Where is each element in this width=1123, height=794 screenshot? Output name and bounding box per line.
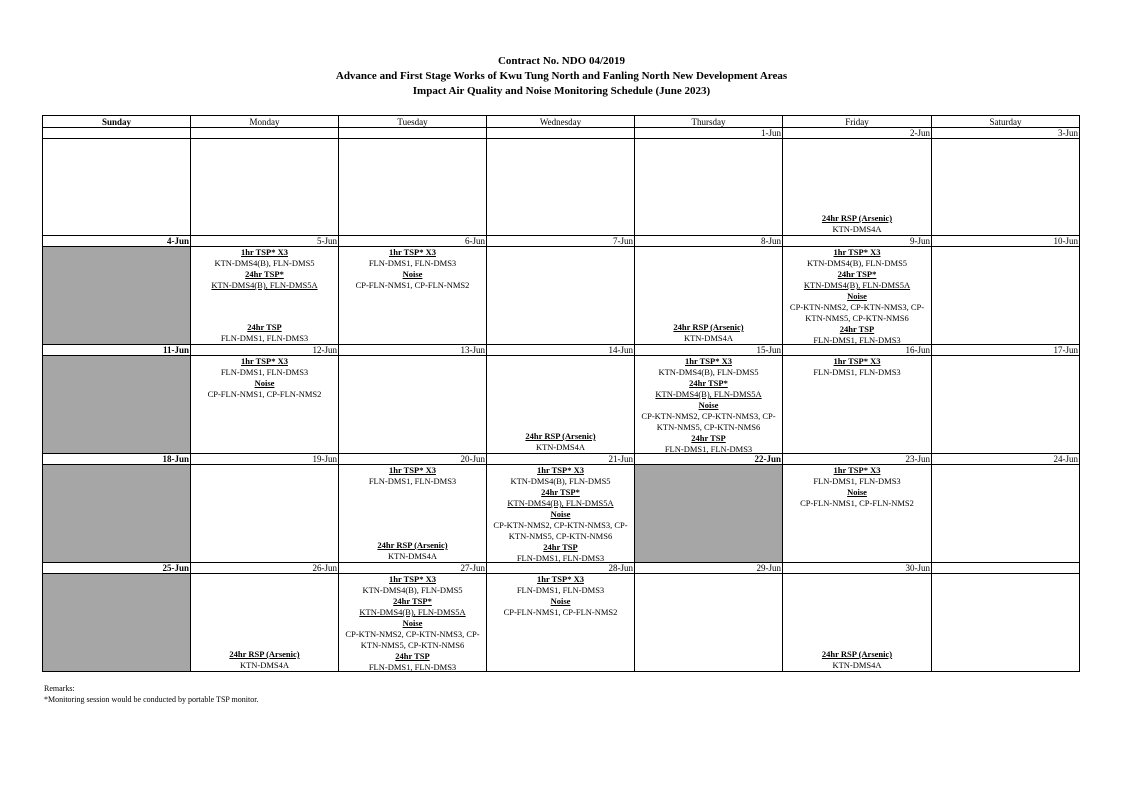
monitoring-entries-bottom — [635, 322, 782, 344]
station-list: KTN-NMS5, CP-KTN-NMS6 — [656, 422, 761, 432]
date-cell — [43, 128, 191, 139]
station-list: KTN-DMS4(B), FLN-DMS5 — [510, 476, 611, 486]
date-cell: 27-Jun — [339, 563, 487, 574]
date-cell — [487, 128, 635, 139]
schedule-title: Impact Air Quality and Noise Monitoring Schedule (June 2023) — [412, 85, 711, 97]
station-list: CP-KTN-NMS2, CP-KTN-NMS3, CP- — [345, 629, 480, 639]
parameter-heading: 1hr TSP* X3 — [833, 465, 881, 475]
date-cell: 6-Jun — [339, 236, 487, 247]
parameter-heading: 1hr TSP* X3 — [833, 356, 881, 366]
station-list: CP-FLN-NMS1, CP-FLN-NMS2 — [800, 498, 914, 508]
date-cell: 7-Jun — [487, 236, 635, 247]
parameter-heading: Noise — [254, 378, 275, 388]
day-cell — [339, 356, 487, 454]
remarks-label: Remarks: — [44, 684, 75, 693]
schedule-row — [43, 139, 1080, 236]
station-list: KTN-DMS4A — [832, 660, 882, 670]
date-cell: 23-Jun — [783, 454, 932, 465]
monitoring-entries-bottom — [783, 649, 931, 671]
station-list: KTN-DMS4A — [683, 333, 734, 343]
shaded-day-cell — [43, 574, 191, 672]
parameter-heading: 24hr TSP — [839, 324, 875, 334]
station-list: KTN-DMS4(B), FLN-DMS5 — [362, 585, 463, 595]
station-list: KTN-DMS4(B), FLN-DMS5A — [803, 280, 911, 290]
station-list: FLN-DMS1, FLN-DMS3 — [516, 585, 605, 595]
station-list: KTN-DMS4(B), FLN-DMS5 — [658, 367, 759, 377]
day-cell — [635, 247, 783, 345]
monitoring-entries — [783, 356, 931, 378]
date-cell: 30-Jun — [783, 563, 932, 574]
monitoring-entries-bottom — [783, 213, 931, 235]
date-cell: 17-Jun — [932, 345, 1080, 356]
parameter-heading: 24hr RSP (Arsenic) — [821, 649, 893, 659]
date-cell: 24-Jun — [932, 454, 1080, 465]
parameter-heading: 1hr TSP* X3 — [389, 574, 436, 584]
date-row — [43, 563, 1080, 574]
date-cell: 21-Jun — [487, 454, 635, 465]
date-cell — [191, 128, 339, 139]
day-cell — [635, 139, 783, 236]
remarks — [44, 683, 258, 705]
date-cell: 26-Jun — [191, 563, 339, 574]
parameter-heading: 24hr RSP (Arsenic) — [229, 649, 300, 659]
parameter-heading: Noise — [847, 291, 867, 301]
station-list: KTN-DMS4A — [387, 551, 438, 561]
station-list: FLN-DMS1, FLN-DMS3 — [368, 662, 457, 672]
shaded-day-cell — [43, 465, 191, 563]
parameter-heading: Noise — [402, 269, 423, 279]
day-cell — [932, 465, 1080, 563]
shaded-day-cell — [43, 247, 191, 345]
weekday-header: Monday — [191, 116, 339, 128]
monitoring-entries — [635, 356, 782, 455]
date-cell: 5-Jun — [191, 236, 339, 247]
parameter-heading: 1hr TSP* X3 — [537, 465, 584, 475]
parameter-heading: Noise — [847, 487, 867, 497]
station-list: FLN-DMS1, FLN-DMS3 — [813, 476, 901, 486]
parameter-heading: 1hr TSP* X3 — [241, 247, 288, 257]
date-cell: 14-Jun — [487, 345, 635, 356]
day-cell — [783, 247, 932, 345]
station-list: KTN-NMS5, CP-KTN-NMS6 — [805, 313, 909, 323]
station-list: FLN-DMS1, FLN-DMS3 — [220, 333, 309, 343]
date-cell: 3-Jun — [932, 128, 1080, 139]
calendar-body — [43, 128, 1080, 672]
date-cell: 22-Jun — [635, 454, 783, 465]
parameter-heading: 24hr TSP* — [837, 269, 877, 279]
station-list: CP-KTN-NMS2, CP-KTN-NMS3, CP- — [789, 302, 925, 312]
schedule-row — [43, 356, 1080, 454]
date-cell: 25-Jun — [43, 563, 191, 574]
monitoring-entries-bottom — [487, 431, 634, 453]
day-cell — [191, 139, 339, 236]
date-cell: 16-Jun — [783, 345, 932, 356]
day-cell — [339, 139, 487, 236]
parameter-heading: 1hr TSP* X3 — [241, 356, 288, 366]
parameter-heading: 24hr TSP* — [541, 487, 580, 497]
station-list: KTN-DMS4(B), FLN-DMS5A — [211, 280, 318, 290]
station-list: KTN-DMS4(B), FLN-DMS5 — [214, 258, 315, 268]
day-cell — [635, 574, 783, 672]
parameter-heading: 1hr TSP* X3 — [389, 247, 436, 257]
day-cell — [783, 356, 932, 454]
day-cell — [339, 247, 487, 345]
weekday-header: Saturday — [932, 116, 1080, 128]
monitoring-calendar — [42, 115, 1080, 672]
station-list: FLN-DMS1, FLN-DMS3 — [813, 367, 901, 377]
date-cell: 28-Jun — [487, 563, 635, 574]
station-list: CP-KTN-NMS2, CP-KTN-NMS3, CP- — [493, 520, 628, 530]
parameter-heading: 24hr TSP — [395, 651, 430, 661]
weekday-header-row — [43, 116, 1080, 128]
day-cell — [932, 247, 1080, 345]
date-cell: 4-Jun — [43, 236, 191, 247]
day-cell — [783, 574, 932, 672]
monitoring-entries-bottom — [191, 322, 338, 344]
monitoring-entries — [339, 465, 486, 487]
station-list: KTN-NMS5, CP-KTN-NMS6 — [360, 640, 465, 650]
station-list: FLN-DMS1, FLN-DMS3 — [516, 553, 605, 563]
day-cell — [339, 465, 487, 563]
date-cell: 19-Jun — [191, 454, 339, 465]
parameter-heading: 24hr TSP — [543, 542, 578, 552]
date-cell — [339, 128, 487, 139]
day-cell — [487, 139, 635, 236]
parameter-heading: Noise — [550, 596, 571, 606]
day-cell — [191, 465, 339, 563]
weekday-header: Sunday — [43, 116, 191, 128]
date-cell — [932, 563, 1080, 574]
parameter-heading: 24hr TSP — [247, 322, 282, 332]
day-cell — [191, 574, 339, 672]
station-list: CP-KTN-NMS2, CP-KTN-NMS3, CP- — [641, 411, 776, 421]
day-cell — [487, 574, 635, 672]
parameter-heading: 24hr RSP (Arsenic) — [821, 213, 893, 223]
station-list: FLN-DMS1, FLN-DMS3 — [813, 335, 901, 345]
station-list: KTN-DMS4(B), FLN-DMS5A — [359, 607, 466, 617]
station-list: FLN-DMS1, FLN-DMS3 — [368, 476, 457, 486]
project-title: Advance and First Stage Works of Kwu Tung North and Fanling North New Development Areas — [335, 70, 788, 82]
date-cell: 2-Jun — [783, 128, 932, 139]
monitoring-entries — [339, 574, 486, 673]
monitoring-entries-bottom — [339, 540, 486, 562]
parameter-heading: 24hr RSP (Arsenic) — [673, 322, 744, 332]
monitoring-entries-bottom — [191, 649, 338, 671]
parameter-heading: 24hr TSP — [691, 433, 726, 443]
contract-title: Contract No. NDO 04/2019 — [497, 55, 626, 67]
station-list: KTN-DMS4(B), FLN-DMS5A — [507, 498, 614, 508]
parameter-heading: 24hr TSP* — [245, 269, 284, 279]
parameter-heading: 24hr TSP* — [393, 596, 432, 606]
station-list: KTN-NMS5, CP-KTN-NMS6 — [508, 531, 613, 541]
parameter-heading: 1hr TSP* X3 — [833, 247, 881, 257]
parameter-heading: 24hr RSP (Arsenic) — [525, 431, 596, 441]
monitoring-entries — [339, 247, 486, 291]
day-cell — [487, 247, 635, 345]
station-list: CP-FLN-NMS1, CP-FLN-NMS2 — [503, 607, 618, 617]
monitoring-entries — [191, 356, 338, 400]
parameter-heading: 1hr TSP* X3 — [537, 574, 584, 584]
schedule-row — [43, 247, 1080, 345]
date-cell: 18-Jun — [43, 454, 191, 465]
shaded-day-cell — [43, 356, 191, 454]
station-list: CP-FLN-NMS1, CP-FLN-NMS2 — [207, 389, 322, 399]
date-cell: 13-Jun — [339, 345, 487, 356]
date-cell: 9-Jun — [783, 236, 932, 247]
date-row — [43, 345, 1080, 356]
shaded-day-cell — [635, 465, 783, 563]
weekday-header: Wednesday — [487, 116, 635, 128]
station-list: FLN-DMS1, FLN-DMS3 — [220, 367, 309, 377]
station-list: KTN-DMS4A — [832, 224, 882, 234]
day-cell — [932, 574, 1080, 672]
date-cell: 29-Jun — [635, 563, 783, 574]
date-row — [43, 128, 1080, 139]
date-cell: 15-Jun — [635, 345, 783, 356]
parameter-heading: 24hr RSP (Arsenic) — [377, 540, 448, 550]
weekday-header: Friday — [783, 116, 932, 128]
station-list: KTN-DMS4A — [535, 442, 586, 452]
date-cell: 8-Jun — [635, 236, 783, 247]
monitoring-entries — [783, 465, 931, 509]
date-cell: 12-Jun — [191, 345, 339, 356]
schedule-row — [43, 574, 1080, 672]
weekday-header: Thursday — [635, 116, 783, 128]
monitoring-entries — [487, 574, 634, 618]
date-cell: 11-Jun — [43, 345, 191, 356]
station-list: FLN-DMS1, FLN-DMS3 — [368, 258, 457, 268]
day-cell — [43, 139, 191, 236]
monitoring-entries — [783, 247, 931, 346]
day-cell — [191, 356, 339, 454]
station-list: KTN-DMS4(B), FLN-DMS5A — [655, 389, 762, 399]
monitoring-entries — [487, 465, 634, 564]
day-cell — [635, 356, 783, 454]
parameter-heading: 24hr TSP* — [689, 378, 728, 388]
parameter-heading: Noise — [698, 400, 719, 410]
schedule-row — [43, 465, 1080, 563]
parameter-heading: 1hr TSP* X3 — [389, 465, 436, 475]
day-cell — [783, 465, 932, 563]
day-cell — [487, 356, 635, 454]
remarks-note: *Monitoring session would be conducted by portable TSP monitor. — [44, 695, 259, 704]
date-row — [43, 236, 1080, 247]
weekday-header: Tuesday — [339, 116, 487, 128]
monitoring-entries — [191, 247, 338, 291]
parameter-heading: 1hr TSP* X3 — [685, 356, 732, 366]
station-list: FLN-DMS1, FLN-DMS3 — [664, 444, 753, 454]
date-cell: 1-Jun — [635, 128, 783, 139]
parameter-heading: Noise — [402, 618, 423, 628]
day-cell — [783, 139, 932, 236]
date-cell: 20-Jun — [339, 454, 487, 465]
day-cell — [487, 465, 635, 563]
date-cell: 10-Jun — [932, 236, 1080, 247]
station-list: KTN-DMS4(B), FLN-DMS5 — [806, 258, 908, 268]
day-cell — [932, 139, 1080, 236]
date-row — [43, 454, 1080, 465]
station-list: CP-FLN-NMS1, CP-FLN-NMS2 — [355, 280, 470, 290]
day-cell — [191, 247, 339, 345]
station-list: KTN-DMS4A — [239, 660, 290, 670]
day-cell — [339, 574, 487, 672]
parameter-heading: Noise — [550, 509, 571, 519]
day-cell — [932, 356, 1080, 454]
document-header — [0, 54, 1123, 99]
